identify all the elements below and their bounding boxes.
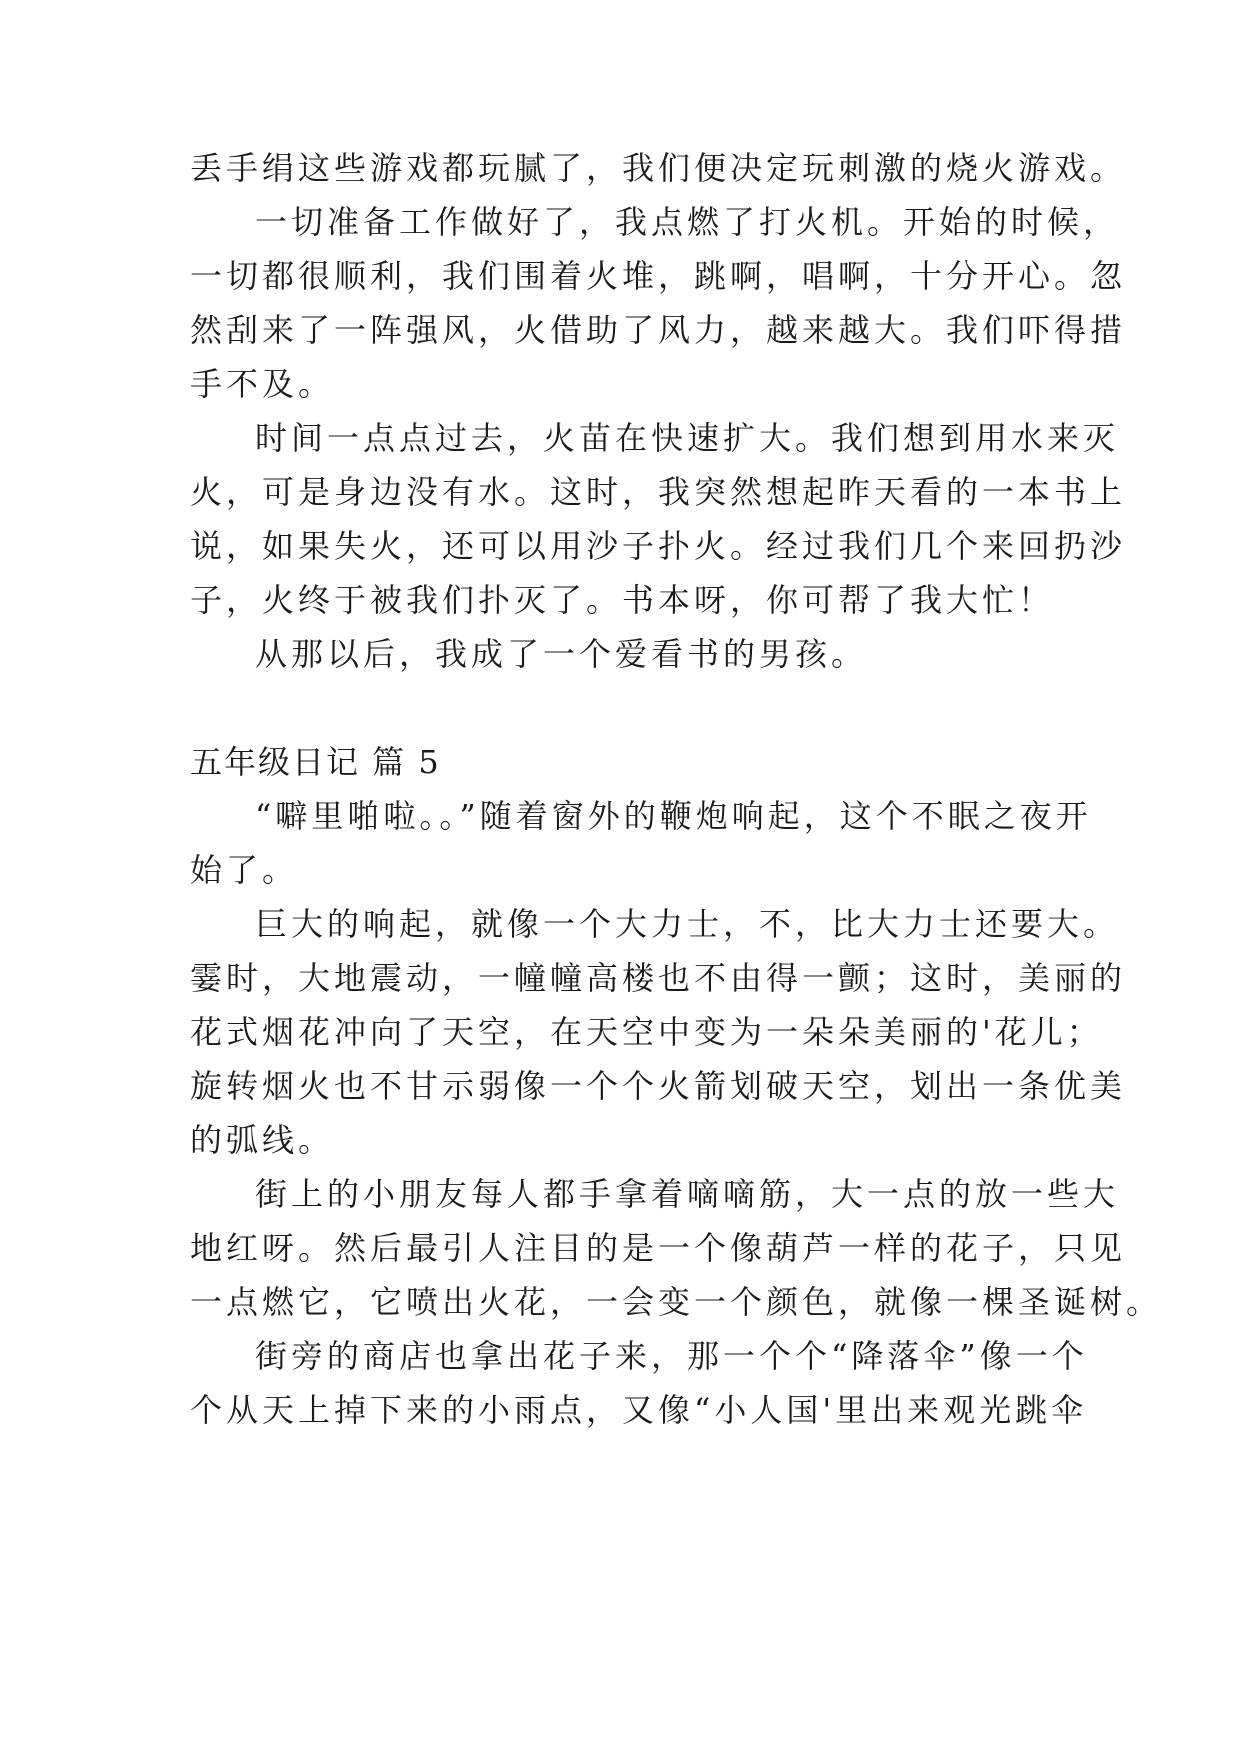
paragraph-line: 街上的小朋友每人都手拿着嘀嘀筋，大一点的放一些大: [255, 1175, 1120, 1213]
paragraph-line: 个从天上掉下来的小雨点，又像“小人国'里出来观光跳伞: [190, 1391, 1088, 1429]
entry-heading: 五年级日记 篇 5: [190, 743, 441, 781]
paragraph-line: 地红呀。然后最引人注目的是一个像葫芦一样的花子，只见: [190, 1229, 1127, 1267]
paragraph-line: 一点燃它，它喷出火花，一会变一个颜色，就像一棵圣诞树。: [190, 1283, 1163, 1321]
paragraph-line: 的弧线。: [190, 1121, 335, 1159]
paragraph-line: 一切准备工作做好了，我点燃了打火机。开始的时候，: [255, 203, 1120, 241]
paragraph-line: 时间一点点过去，火苗在快速扩大。我们想到用水来灭: [255, 419, 1120, 457]
paragraph-line: 旋转烟火也不甘示弱像一个个火箭划破天空，划出一条优美: [190, 1067, 1127, 1105]
paragraph-line: 丢手绢这些游戏都玩腻了，我们便决定玩刺激的烧火游戏。: [190, 149, 1127, 187]
paragraph-line: 从那以后，我成了一个爱看书的男孩。: [255, 635, 868, 673]
paragraph-line: “噼里啪啦。。”随着窗外的鞭炮响起，这个不眠之夜开: [255, 797, 1092, 835]
paragraph-line: 火，可是身边没有水。这时，我突然想起昨天看的一本书上: [190, 473, 1127, 511]
paragraph-line: 霎时，大地震动，一幢幢高楼也不由得一颤；这时，美丽的: [190, 959, 1127, 997]
paragraph-line: 然刮来了一阵强风，火借助了风力，越来越大。我们吓得措: [190, 311, 1127, 349]
paragraph-line: 花式烟花冲向了天空，在天空中变为一朵朵美丽的'花儿；: [190, 1013, 1103, 1051]
paragraph-line: 子，火终于被我们扑灭了。书本呀，你可帮了我大忙！: [190, 581, 1055, 619]
paragraph-line: 说，如果失火，还可以用沙子扑火。经过我们几个来回扔沙: [190, 527, 1127, 565]
paragraph-line: 街旁的商店也拿出花子来，那一个个“降落伞”像一个: [255, 1337, 1088, 1375]
paragraph-line: 手不及。: [190, 365, 335, 403]
paragraph-line: 巨大的响起，就像一个大力士，不，比大力士还要大。: [255, 905, 1120, 943]
paragraph-line: 一切都很顺利，我们围着火堆，跳啊，唱啊，十分开心。忽: [190, 257, 1127, 295]
paragraph-line: 始了。: [190, 851, 299, 889]
